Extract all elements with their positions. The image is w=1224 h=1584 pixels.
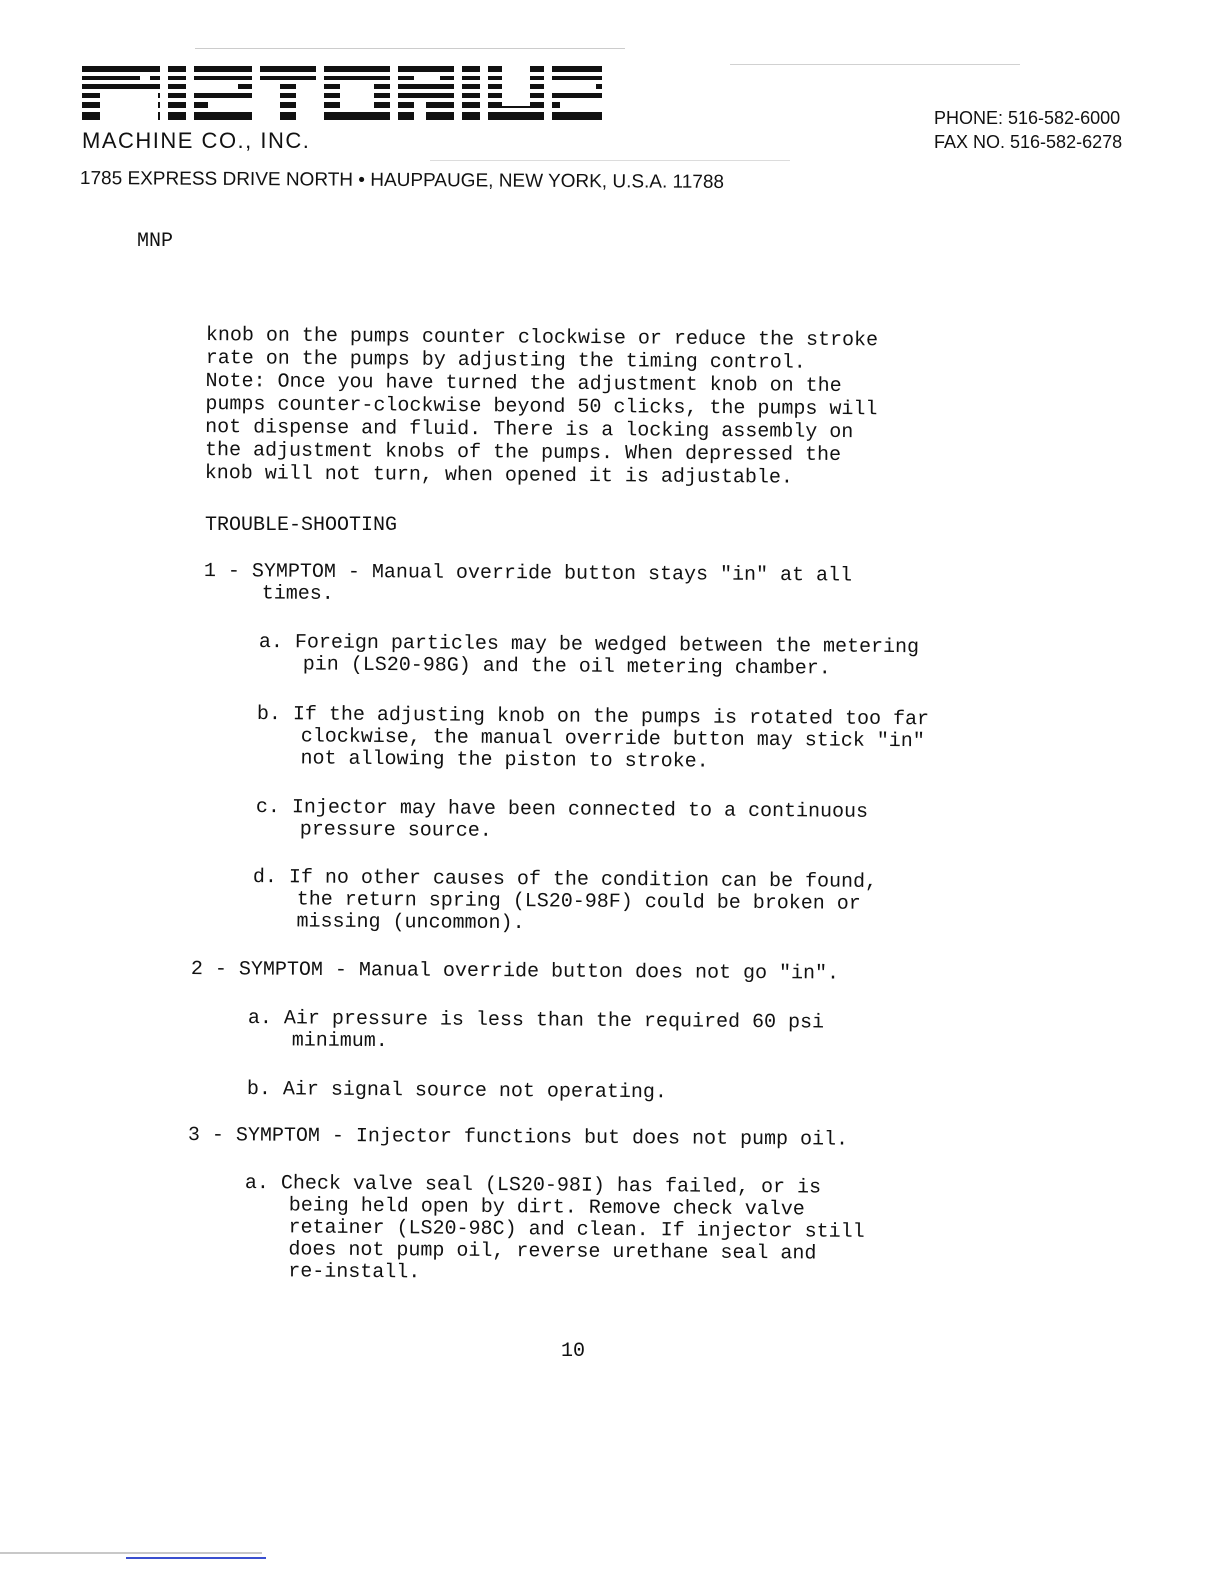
- text-line: knob on the pumps counter clockwise or reduce the stroke: [205, 324, 879, 353]
- text-line: minimum.: [291, 1029, 388, 1054]
- text-line: a. Foreign particles may be wedged between the metering: [258, 631, 920, 660]
- text-line: rate on the pumps by adjusting the timing control.: [205, 346, 806, 375]
- text-line: does not pump oil, reverse urethane seal and: [288, 1238, 817, 1266]
- company-logo: [82, 66, 602, 124]
- text-line: being held open by dirt. Remove check valve: [288, 1194, 805, 1222]
- text-line: 3 - SYMPTOM - Injector functions but does not pump oil.: [187, 1124, 849, 1152]
- text-line: the return spring (LS20-98F) could be broken or: [296, 888, 861, 916]
- cause-item: [256, 704, 929, 775]
- text-line: pin (LS20-98G) and the oil metering chamber.: [302, 653, 831, 681]
- fax-number: FAX NO. 516-582-6278: [934, 132, 1123, 152]
- cause-item: [248, 1008, 824, 1057]
- text-line: retainer (LS20-98C) and clean. If injector still: [288, 1216, 865, 1244]
- text-line: b. If the adjusting knob on the pumps is rotated too far: [256, 703, 930, 732]
- footer-divider: [0, 1552, 262, 1554]
- text-line: c. Injector may have been connected to a continuous: [255, 796, 869, 824]
- document-code: MNP: [137, 230, 174, 253]
- text-line: re-install.: [288, 1260, 421, 1285]
- cause-item: [244, 1173, 865, 1288]
- text-line: a. Check valve seal (LS20-98I) has failed, or is: [244, 1172, 822, 1200]
- scan-artifact: [195, 48, 625, 49]
- scan-artifact: [730, 64, 1020, 65]
- text-line: the adjustment knobs of the pumps. When depressed the: [204, 438, 842, 467]
- cause-item: [252, 867, 877, 938]
- symptom-item: [204, 561, 852, 610]
- logo-stripes-graphic: [82, 66, 602, 124]
- page-number: 10: [561, 1340, 586, 1363]
- text-line: b. Air signal source not operating.: [246, 1078, 668, 1105]
- text-line: a. Air pressure is less than the required 60 psi: [247, 1007, 825, 1035]
- footer-link-underline: [126, 1557, 266, 1559]
- symptom-item: [191, 959, 839, 986]
- text-line: 1 - SYMPTOM - Manual override button stays "in" at all: [203, 560, 853, 588]
- text-line: times.: [261, 582, 334, 606]
- symptom-item: [188, 1125, 848, 1152]
- company-name: MACHINE CO., INC.: [82, 128, 311, 153]
- text-line: not dispense and fluid. There is a locking assembly on: [205, 415, 854, 445]
- cause-item: [259, 632, 919, 681]
- text-line: 2 - SYMPTOM - Manual override button does not go "in".: [190, 958, 840, 986]
- section-heading: TROUBLE-SHOOTING: [205, 514, 398, 537]
- text-line: pressure source.: [299, 818, 492, 843]
- phone-number: PHONE: 516-582-6000: [934, 108, 1121, 128]
- text-line: missing (uncommon).: [296, 910, 525, 936]
- contact-block: [934, 106, 1122, 154]
- cause-item: [247, 1079, 667, 1104]
- text-line: Note: Once you have turned the adjustment knob on the: [205, 369, 842, 398]
- cause-item: [256, 797, 868, 846]
- text-line: pumps counter-clockwise beyond 50 clicks, the pumps will: [205, 392, 878, 422]
- intro-paragraph: [205, 324, 878, 490]
- scan-artifact: [430, 160, 790, 161]
- logo-wordmark: [82, 66, 83, 67]
- text-line: clockwise, the manual override button may stick "in": [300, 725, 925, 754]
- text-line: not allowing the piston to stroke.: [300, 747, 709, 774]
- text-line: d. If no other causes of the condition can be found,: [252, 866, 878, 894]
- company-address: 1785 EXPRESS DRIVE NORTH • HAUPPAUGE, NEW YORK, U.S.A. 11788: [79, 168, 725, 193]
- text-line: knob will not turn, when opened it is adjustable.: [204, 461, 794, 490]
